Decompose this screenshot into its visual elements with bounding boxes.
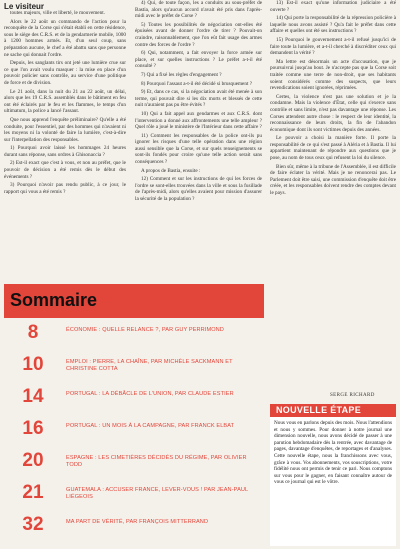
paragraph: 13) Est-il exact qu'une information judiciaire a été ouverte ? bbox=[270, 0, 396, 13]
paragraph: Le pouvoir a choisi la manière forte. Il porte la responsabilité de ce qui s'est passé à Aléria et à Bastia. Il lui appartient maintenant de répondre aux questions que je pose, au nom de tous ceux qui refusent la loi du silence. bbox=[270, 135, 396, 162]
paragraph: Depuis, les sanglants tirs ont jeté une lumière crue sur ce que l'on avait voulu masquer : la mise en place d'un pouvoir policier sans contrôle, au service d'une politique de force et de division. bbox=[4, 60, 126, 86]
paragraph: 5) Toutes les possibilités de négociation ont-elles été épuisées avant de donner l'ordre de tirer ? Pouvait-on craindre, raisonnablement, que l'on eût fait usage des armes contre des forces de l'ordre ? bbox=[135, 21, 262, 48]
paragraph: 15) Pourquoi le gouvernement a-t-il refusé jusqu'ici de faire toute la lumière, et a-t-il cherché à discréditer ceux qui demandent la vérité ? bbox=[270, 36, 396, 57]
toc-page-number: 20 bbox=[22, 450, 44, 471]
article-column-left bbox=[4, 0, 126, 276]
toc-item[interactable] bbox=[4, 386, 264, 416]
paragraph: 1) Pourquoi avoir laissé les hommages 24 heures durant sans réponse, sans ordres à Ghisonaccia ? bbox=[4, 145, 126, 158]
toc-entry-text: ÉCONOMIE : QUELLE RELANCE ?, PAR GUY PERRIMOND bbox=[66, 327, 224, 333]
toc-entry-text: EMPLOI : PIERRE, LA CHAÎNE, PAR MICHÈLE SACKMANN ET CHRISTINE COTTA bbox=[66, 359, 233, 372]
paragraph: Certes, la violence n'est pas une solution et je la condamne. Mais la violence d'État, celle qui s'exerce sans contrôle et sans limite, n'est pas davantage une réponse. Les Corses attendent autre chose : le respect de leur identité, la reconnaissance de leurs droits, la fin de l'abandon économique dont ils sont victimes depuis des années. bbox=[270, 93, 396, 133]
toc-page-number: 16 bbox=[22, 418, 44, 439]
toc-entry-text: PORTUGAL : UN MOIS À LA CAMPAGNE, PAR FRANCK ELBAT bbox=[66, 423, 235, 429]
author-signature: SERGE RICHARD bbox=[330, 393, 375, 398]
toc-header-bar bbox=[4, 284, 264, 318]
toc-item[interactable] bbox=[4, 514, 264, 544]
paragraph: A propos de Bastia, ensuite : bbox=[141, 167, 201, 174]
table-of-contents bbox=[4, 284, 264, 546]
paragraph: 14) Qui porte la responsabilité de la répression policière à laquelle nous avons assisté ? Qu'a fait le préfet dans cette affaire et quelles ont été ses instructions ? bbox=[270, 15, 396, 35]
paragraph: 12) Comment et sur les instructions de qui les forces de l'ordre se sont-elles trouvées dans la ville et sous la fusillade de l'après-midi, alors qu'elles avaient pour mission d'assurer la sécurité de la population ? bbox=[135, 176, 262, 203]
paragraph: Que nous apprend l'enquête préliminaire? Qu'elle a été conduite, pour l'essentiel, par des hommes qui n'avaient ni les moyens ni la volonté de faire la lumière, c'est-à-dire sur l'interpellation des responsables. bbox=[4, 116, 126, 143]
toc-entry-text: MA PART DE VÉRITÉ, PAR FRANÇOIS MITTERRAND bbox=[66, 519, 209, 525]
paragraph: 9) Et, dans ce cas, si la négociation avait été menée à son terme, qui pouvait dire si les dix morts et blessés de cette nuit n'auraient pas pu être évités ? bbox=[135, 89, 262, 109]
paragraph: Bien sûr, même à la tribune de l'Assemblée, il est difficile de faire éclater la vérité. Mais je ne renoncerai pas. Le Parlement doit être saisi, une commission d'enquête doit être créée, et les responsables doivent rendre des comptes devant le pays. bbox=[270, 163, 396, 197]
toc-page-number: 8 bbox=[27, 322, 39, 343]
paragraph: Le 21 août, dans la nuit du 21 au 22 août, un délai, alors que les 19 C.R.S. assemblés dans le bâtiment en feu ont été éclairés par le feu et les flammes, le temps d'un ultimatum, la police a lancé l'assaut. bbox=[4, 88, 126, 115]
toc-page-number: 14 bbox=[22, 386, 44, 407]
paragraph: 11) Comment les responsables de la police ont-ils pu ignorer les risques d'une telle opération dans une région aussi sensible que la Corse, et sur quels renseignements se sont-ils fondés pour croire qu'une telle action serait sans conséquences ? bbox=[135, 132, 262, 166]
toc-item[interactable] bbox=[4, 322, 264, 352]
toc-entry-text: PORTUGAL : LA DÉBÂCLE DE L'UNION, PAR CLAUDE ESTIER bbox=[66, 391, 234, 397]
paragraph: 3) Pourquoi n'avoir pas rendu public, à ce jour, le rapport qui vous a été remis ? bbox=[4, 182, 126, 195]
paragraph: 7) Qui a fixé les règles d'engagement ? bbox=[141, 71, 222, 78]
paragraph: 8) Pourquoi l'assaut a-t-il été décidé si brusquement ? bbox=[141, 80, 252, 87]
toc-page-number: 21 bbox=[22, 482, 44, 503]
toc-page-number: 32 bbox=[22, 514, 44, 535]
paragraph: 2) Est-il exact que c'est à vous, et non au préfet, que le pouvoir de décision a été remis dès le début des événements ? bbox=[4, 160, 126, 180]
toc-entry-text: ESPAGNE : LES CIMETIÈRES DÉCIDÉS DU RÉGIME, PAR OLIVIER TODD bbox=[66, 455, 247, 468]
toc-entry-text: GUATEMALA : ACCUSER FRANCE, LEVER-VOUS ! PAR JEAN-PAUL LIÉGEOIS bbox=[66, 487, 249, 500]
announcement-box bbox=[270, 404, 396, 546]
toc-page-number: 10 bbox=[22, 354, 44, 375]
toc-item[interactable] bbox=[4, 482, 264, 512]
article-column-right bbox=[270, 0, 396, 402]
toc-item[interactable] bbox=[4, 354, 264, 384]
toc-title: Sommaire bbox=[10, 290, 98, 310]
paragraph: toutes majeurs, ville et liberté, le mouvement. bbox=[10, 10, 105, 16]
toc-item[interactable] bbox=[4, 418, 264, 448]
toc-item[interactable] bbox=[4, 450, 264, 480]
announcement-header-bar bbox=[270, 404, 396, 417]
paragraph: Ma lettre est désormais un acte d'accusation, que je poursuivrai jusqu'au bout. Je n'accepte pas que la Corse soit traitée comme une terre de non-droit, que ses habitants soient considérés comme des suspects, que leurs revendications soient ignorées, réprimées. bbox=[270, 58, 396, 92]
announcement-title: NOUVELLE ÉTAPE bbox=[276, 405, 362, 415]
paragraph: Alors le 22 août un commando de l'action pour la reconquête de la Corse qui s'était établi en cette résidence, sous le siège des C.R.S. et de la gendarmerie mobile, 1000 à 1200 hommes armés. Et, d'un seul coup, sans préparation aucune, le chef a été abattu sans que personne ne sache qui donnait l'ordre. bbox=[4, 18, 126, 58]
announcement-text: Nous vous en parlons depuis des mois. Nous l'attendions et nous y sommes. Pour donner à notre journal une dimension nouvelle, nous avons décidé de passer à une parution hebdomadaire dès la rentrée, avec davantage de pages, davantage d'enquêtes, de reportages et d'analyses. Cette nouvelle étape, nous la franchissons avec vous, grâce à vous. Vos abonnements, vos souscriptions, votre fidélité nous ont permis de tenir ce pari. Nous comptons sur vous pour le gagner, en faisant connaître autour de vous ce journal qui est le vôtre. bbox=[274, 420, 392, 486]
paragraph: 4) Qui, de toute façon, les a conduits au sous-préfet de Bastia, alors qu'aucun accord n'avait été pris dans l'après-midi avec le préfet de Corse ? bbox=[135, 0, 262, 20]
paragraph: 10) Qui a fait appel aux gendarmes et aux C.R.S. dont l'intervention a donné aux affrontements une telle ampleur ? Quel rôle a joué le ministère de l'Intérieur dans cette affaire ? bbox=[135, 110, 262, 131]
paragraph: 6) Qui, notamment, a fait envoyer la force armée sur place, et sur quelles instructions ? Le préfet a-t-il été consulté ? bbox=[135, 50, 262, 70]
running-head: Le visiteur bbox=[4, 2, 45, 11]
